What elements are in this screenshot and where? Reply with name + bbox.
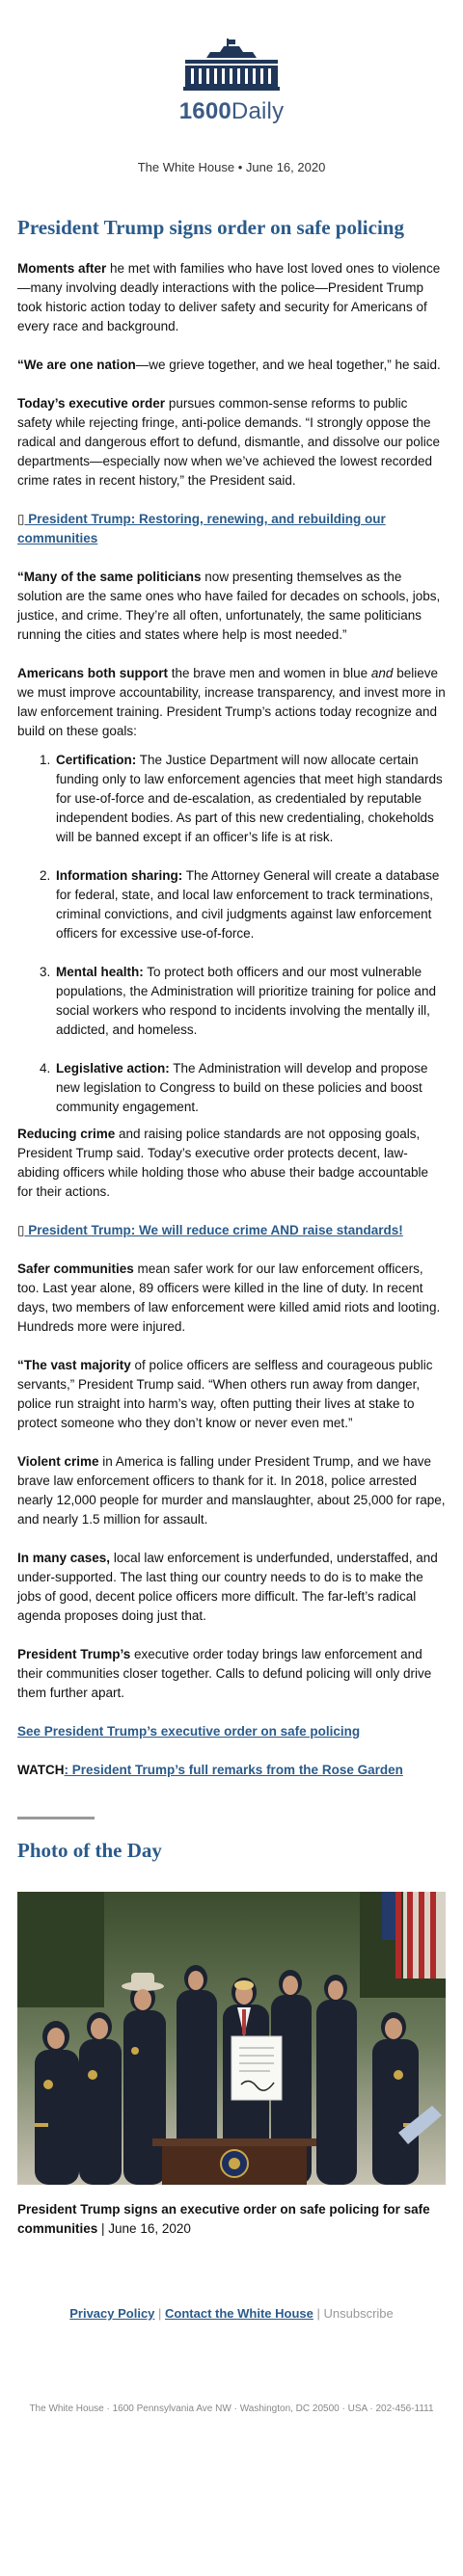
paragraph: President Trump’s executive order today brings law enforcement and their communities closer together. Calls to defund policing will only drive them further apart. bbox=[17, 1647, 432, 1700]
photo-caption: President Trump signs an executive order on safe policing for safe communities | June 16, 2020 bbox=[17, 2202, 430, 2236]
paragraph: Today’s executive order pursues common-sense reforms to public safety while rejecting fringe, anti-police demands. “I strongly oppose the radical and dangerous effort to defund, dismantle, and dissolve our police departments—especially now when we’ve achieved the lowest recorded crime rates in recent history,” the President said. bbox=[17, 396, 441, 488]
link-icon: ▯ bbox=[17, 512, 25, 526]
list-item: 2. Information sharing: The Attorney General will create a database for federal, state, and local law enforcement to track terminations, criminal convictions, and civil judgments against law enforcement officers for excessive use-of-force. bbox=[54, 866, 446, 943]
link-paragraph bbox=[17, 1722, 446, 1741]
list-item: 1. Certification: The Justice Department will now allocate certain funding only to law enforcement agencies that meet high standards for use-of-force and de-escalation, as credentialed by reputable independent bodies. As part of this new credentialing, chokeholds will be banned except if an officer’s life is at risk. bbox=[54, 751, 446, 847]
link-paragraph bbox=[17, 510, 446, 548]
paragraph: In many cases, local law enforcement is underfunded, understaffed, and under-supported. The last thing our country needs to do is to make the jobs of good, decent police officers more difficult. The far-left’s radical agenda proposes doing just that. bbox=[17, 1551, 438, 1623]
privacy-policy-link[interactable]: Privacy Policy bbox=[69, 2306, 155, 2321]
footer-address: The White House · 1600 Pennsylvania Ave NW · Washington, DC 20500 · USA · 202-456-1111 bbox=[29, 2403, 434, 2414]
separator: | bbox=[316, 2306, 324, 2321]
paragraph: Violent crime in America is falling under President Trump, and we have brave law enforcement officers to thank for it. In 2018, police arrested nearly 12,000 people for murder and manslaughter, about 25,000 for rape, and nearly 1.5 million for assault. bbox=[17, 1454, 446, 1527]
paragraph: “We are one nation—we grieve together, and we heal together,” he said. bbox=[17, 358, 441, 372]
article-title: President Trump signs order on safe policing bbox=[17, 216, 404, 239]
separator: | bbox=[158, 2306, 166, 2321]
paragraph: Moments after he met with families who have lost loved ones to violence—many involving deadly interactions with the police—President Trump took historic action today to deliver safety and security for Americans of every race and background. bbox=[17, 261, 441, 333]
main-content bbox=[0, 215, 463, 2239]
paragraph: “The vast majority of police officers are selfless and courageous public servants,” President Trump said. “When others run away from danger, police run straight into harm’s way, often putting their lives at stake to protect someone who they don’t know or never even met.” bbox=[17, 1358, 433, 1430]
paragraph: Safer communities mean safer work for our law enforcement officers, too. Last year alone, 89 officers were killed in the line of duty. In recent days, two members of law enforcement were killed amid riots and looting. Hundreds more were injured. bbox=[17, 1261, 441, 1334]
rose-garden-remarks-link[interactable]: : President Trump’s full remarks from the Rose Garden bbox=[64, 1763, 403, 1777]
list-item: 4. Legislative action: The Administration will develop and propose new legislation to Congress to build on these policies and boost community engagement. bbox=[54, 1059, 446, 1117]
goals-list bbox=[17, 751, 446, 1117]
paragraph: “Many of the same politicians now presenting themselves as the solution are the same ones who have failed for decades on schools, jobs, justice, and crime. They’re all often, unfortunately, the same politicians running the cities and states where help is most needed.” bbox=[17, 570, 441, 642]
unsubscribe-link[interactable]: Unsubscribe bbox=[323, 2306, 394, 2321]
brand-name: 1600Daily bbox=[178, 98, 285, 124]
footer-links bbox=[0, 2306, 463, 2321]
header-logo bbox=[0, 0, 463, 125]
photo-illustration bbox=[17, 1892, 446, 2185]
link-paragraph bbox=[17, 1221, 446, 1240]
paragraph: Americans both support the brave men and women in blue and believe we must improve accountability, increase transparency, and invest more in law enforcement training. President Trump’s actions today recognize and build on these goals: bbox=[17, 666, 446, 738]
watch-paragraph: WATCH: President Trump’s full remarks from the Rose Garden bbox=[17, 1763, 403, 1777]
restoring-link[interactable]: President Trump: Restoring, renewing, and rebuilding our communities bbox=[17, 512, 386, 545]
list-item: 3. Mental health: To protect both officers and our most vulnerable populations, the Administration will prioritize training for police and social workers who respond to incidents involving the mentally ill, addicted, and homeless. bbox=[54, 963, 446, 1040]
paragraph: Reducing crime and raising police standards are not opposing goals, President Trump said. Today’s executive order protects decent, law-abiding officers while holding those who abuse their badge accountable for their actions. bbox=[17, 1127, 429, 1199]
reduce-crime-link[interactable]: President Trump: We will reduce crime AND raise standards! bbox=[24, 1223, 403, 1237]
executive-order-link[interactable]: See President Trump’s executive order on safe policing bbox=[17, 1724, 361, 1739]
dateline: The White House • June 16, 2020 bbox=[137, 160, 326, 174]
photo-of-the-day-image bbox=[17, 1892, 446, 2185]
contact-link[interactable]: Contact the White House bbox=[165, 2306, 313, 2321]
divider bbox=[17, 1817, 95, 1819]
photo-section-title: Photo of the Day bbox=[17, 1839, 162, 1862]
link-icon: ▯ bbox=[17, 1223, 25, 1237]
white-house-icon bbox=[183, 39, 280, 96]
